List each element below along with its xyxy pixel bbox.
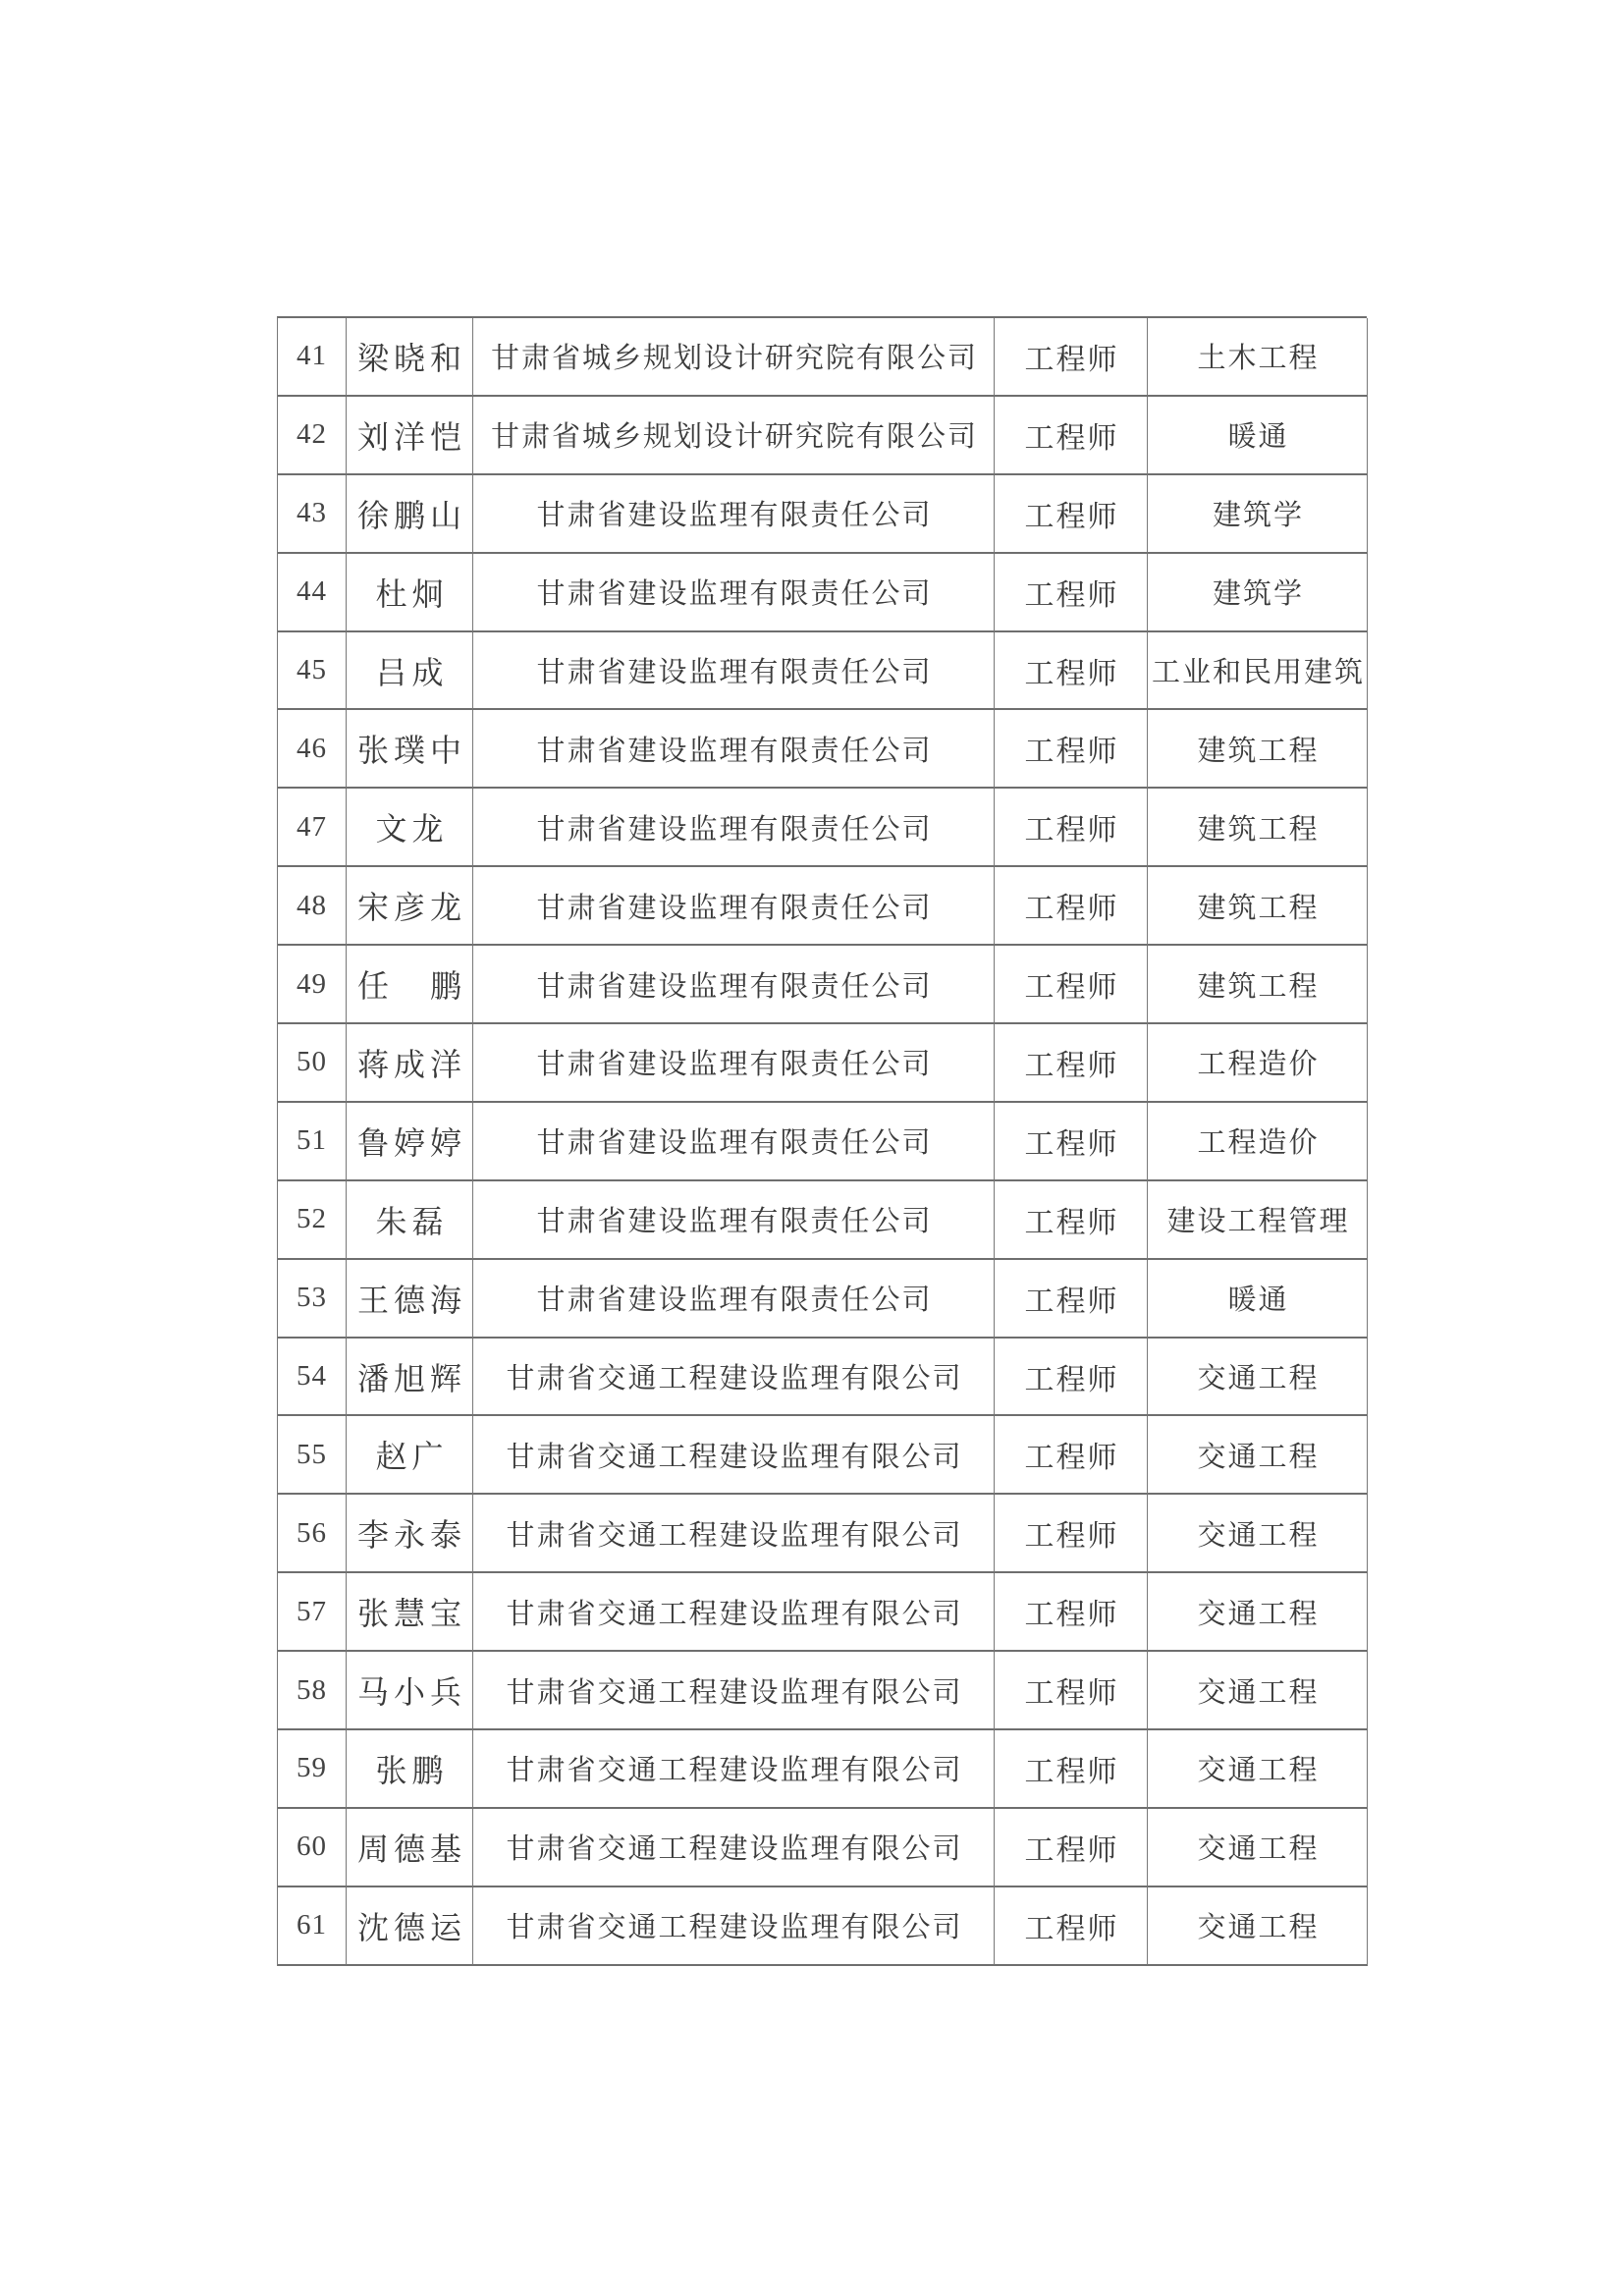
row-number-cell: 59 — [278, 1730, 347, 1809]
name-cell: 马小兵 — [347, 1652, 473, 1730]
specialty-cell: 交通工程 — [1148, 1730, 1368, 1809]
row-number-cell: 42 — [278, 397, 347, 475]
company-cell: 甘肃省建设监理有限责任公司 — [473, 710, 995, 789]
title-cell: 工程师 — [995, 632, 1148, 711]
row-number-cell: 49 — [278, 946, 347, 1024]
table-row — [278, 1495, 1367, 1573]
name-cell: 李永泰 — [347, 1495, 473, 1573]
specialty-cell: 交通工程 — [1148, 1887, 1368, 1966]
company-cell: 甘肃省建设监理有限责任公司 — [473, 1260, 995, 1339]
company-cell: 甘肃省建设监理有限责任公司 — [473, 1024, 995, 1103]
specialty-cell: 交通工程 — [1148, 1495, 1368, 1573]
specialty-cell: 交通工程 — [1148, 1573, 1368, 1652]
table-row — [278, 789, 1367, 867]
name-cell: 张慧宝 — [347, 1573, 473, 1652]
name-cell: 鲁婷婷 — [347, 1103, 473, 1181]
company-cell: 甘肃省交通工程建设监理有限公司 — [473, 1887, 995, 1966]
table-row — [278, 1416, 1367, 1495]
name-cell: 潘旭辉 — [347, 1339, 473, 1417]
name-cell: 赵广 — [347, 1416, 473, 1495]
specialty-cell: 建筑工程 — [1148, 710, 1368, 789]
title-cell: 工程师 — [995, 1652, 1148, 1730]
name-cell: 梁晓和 — [347, 318, 473, 397]
company-cell: 甘肃省城乡规划设计研究院有限公司 — [473, 318, 995, 397]
company-cell: 甘肃省交通工程建设监理有限公司 — [473, 1495, 995, 1573]
row-number-cell: 50 — [278, 1024, 347, 1103]
personnel-roster-table — [277, 316, 1367, 1966]
title-cell: 工程师 — [995, 1730, 1148, 1809]
table-row — [278, 1809, 1367, 1887]
title-cell: 工程师 — [995, 1024, 1148, 1103]
title-cell: 工程师 — [995, 1181, 1148, 1260]
company-cell: 甘肃省建设监理有限责任公司 — [473, 554, 995, 632]
company-cell: 甘肃省建设监理有限责任公司 — [473, 867, 995, 946]
company-cell: 甘肃省交通工程建设监理有限公司 — [473, 1573, 995, 1652]
table-row — [278, 397, 1367, 475]
row-number-cell: 45 — [278, 632, 347, 711]
company-cell: 甘肃省交通工程建设监理有限公司 — [473, 1339, 995, 1417]
specialty-cell: 交通工程 — [1148, 1416, 1368, 1495]
title-cell: 工程师 — [995, 554, 1148, 632]
row-number-cell: 55 — [278, 1416, 347, 1495]
title-cell: 工程师 — [995, 475, 1148, 554]
name-cell: 张璞中 — [347, 710, 473, 789]
specialty-cell: 建筑学 — [1148, 554, 1368, 632]
name-cell: 杜炯 — [347, 554, 473, 632]
specialty-cell: 交通工程 — [1148, 1809, 1368, 1887]
table-row — [278, 1573, 1367, 1652]
title-cell: 工程师 — [995, 710, 1148, 789]
row-number-cell: 61 — [278, 1887, 347, 1966]
name-cell: 张鹏 — [347, 1730, 473, 1809]
row-number-cell: 46 — [278, 710, 347, 789]
company-cell: 甘肃省交通工程建设监理有限公司 — [473, 1809, 995, 1887]
specialty-cell: 建设工程管理 — [1148, 1181, 1368, 1260]
specialty-cell: 交通工程 — [1148, 1339, 1368, 1417]
row-number-cell: 51 — [278, 1103, 347, 1181]
row-number-cell: 47 — [278, 789, 347, 867]
name-cell: 沈德运 — [347, 1887, 473, 1966]
specialty-cell: 建筑学 — [1148, 475, 1368, 554]
specialty-cell: 交通工程 — [1148, 1652, 1368, 1730]
company-cell: 甘肃省建设监理有限责任公司 — [473, 1103, 995, 1181]
row-number-cell: 60 — [278, 1809, 347, 1887]
table-row — [278, 710, 1367, 789]
table-row — [278, 318, 1367, 397]
name-cell: 徐鹏山 — [347, 475, 473, 554]
specialty-cell: 工业和民用建筑 — [1148, 632, 1368, 711]
table-row — [278, 1103, 1367, 1181]
company-cell: 甘肃省城乡规划设计研究院有限公司 — [473, 397, 995, 475]
table-row — [278, 1652, 1367, 1730]
name-cell: 周德基 — [347, 1809, 473, 1887]
row-number-cell: 48 — [278, 867, 347, 946]
title-cell: 工程师 — [995, 1416, 1148, 1495]
table-row — [278, 1339, 1367, 1417]
company-cell: 甘肃省建设监理有限责任公司 — [473, 475, 995, 554]
specialty-cell: 建筑工程 — [1148, 946, 1368, 1024]
company-cell: 甘肃省建设监理有限责任公司 — [473, 789, 995, 867]
specialty-cell: 工程造价 — [1148, 1024, 1368, 1103]
specialty-cell: 建筑工程 — [1148, 789, 1368, 867]
title-cell: 工程师 — [995, 397, 1148, 475]
row-number-cell: 43 — [278, 475, 347, 554]
name-cell: 文龙 — [347, 789, 473, 867]
company-cell: 甘肃省交通工程建设监理有限公司 — [473, 1652, 995, 1730]
name-cell: 宋彦龙 — [347, 867, 473, 946]
specialty-cell: 暖通 — [1148, 397, 1368, 475]
title-cell: 工程师 — [995, 1573, 1148, 1652]
title-cell: 工程师 — [995, 789, 1148, 867]
title-cell: 工程师 — [995, 1260, 1148, 1339]
company-cell: 甘肃省建设监理有限责任公司 — [473, 946, 995, 1024]
row-number-cell: 58 — [278, 1652, 347, 1730]
name-cell: 王德海 — [347, 1260, 473, 1339]
title-cell: 工程师 — [995, 1339, 1148, 1417]
title-cell: 工程师 — [995, 318, 1148, 397]
title-cell: 工程师 — [995, 867, 1148, 946]
row-number-cell: 56 — [278, 1495, 347, 1573]
specialty-cell: 土木工程 — [1148, 318, 1368, 397]
company-cell: 甘肃省建设监理有限责任公司 — [473, 632, 995, 711]
specialty-cell: 暖通 — [1148, 1260, 1368, 1339]
table-row — [278, 1730, 1367, 1809]
table-row — [278, 867, 1367, 946]
specialty-cell: 工程造价 — [1148, 1103, 1368, 1181]
table-row — [278, 1887, 1367, 1966]
table-row — [278, 946, 1367, 1024]
name-cell: 朱磊 — [347, 1181, 473, 1260]
table-row — [278, 475, 1367, 554]
title-cell: 工程师 — [995, 1887, 1148, 1966]
row-number-cell: 41 — [278, 318, 347, 397]
name-cell: 吕成 — [347, 632, 473, 711]
specialty-cell: 建筑工程 — [1148, 867, 1368, 946]
title-cell: 工程师 — [995, 946, 1148, 1024]
row-number-cell: 54 — [278, 1339, 347, 1417]
name-cell: 刘洋恺 — [347, 397, 473, 475]
company-cell: 甘肃省交通工程建设监理有限公司 — [473, 1416, 995, 1495]
title-cell: 工程师 — [995, 1103, 1148, 1181]
table-row — [278, 1024, 1367, 1103]
row-number-cell: 44 — [278, 554, 347, 632]
company-cell: 甘肃省交通工程建设监理有限公司 — [473, 1730, 995, 1809]
row-number-cell: 53 — [278, 1260, 347, 1339]
row-number-cell: 57 — [278, 1573, 347, 1652]
name-cell: 任 鹏 — [347, 946, 473, 1024]
table-row — [278, 1181, 1367, 1260]
row-number-cell: 52 — [278, 1181, 347, 1260]
title-cell: 工程师 — [995, 1809, 1148, 1887]
name-cell: 蒋成洋 — [347, 1024, 473, 1103]
table-row — [278, 554, 1367, 632]
title-cell: 工程师 — [995, 1495, 1148, 1573]
company-cell: 甘肃省建设监理有限责任公司 — [473, 1181, 995, 1260]
table-row — [278, 1260, 1367, 1339]
table-row — [278, 632, 1367, 711]
